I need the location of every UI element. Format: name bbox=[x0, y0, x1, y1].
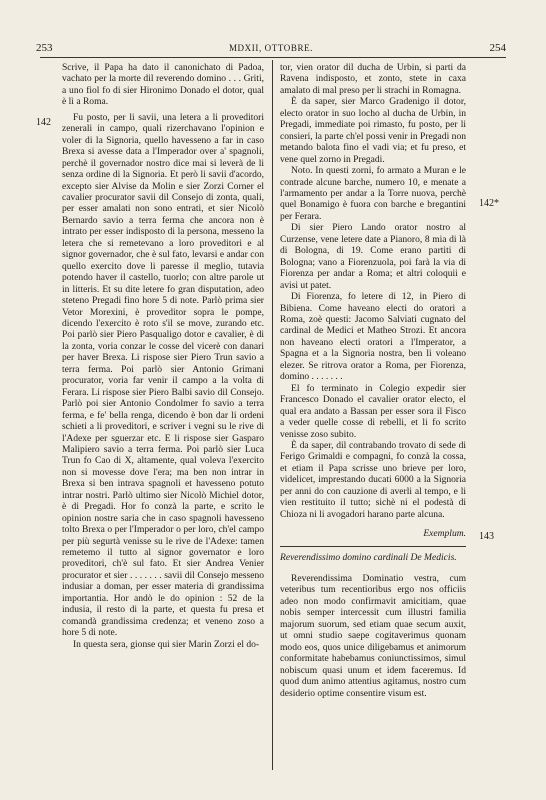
paragraph: El fo terminato in Colegio expedir sier Francesco Donado el cavalier orator electo, el qual era andato a Bassan per esser sora il Fisco a veder quelle cosse di rebelli, et li fo scrito venisse zoso subito. bbox=[280, 382, 466, 440]
paragraph: Fu posto, per li savii, una letera a li proveditori zenerali in campo, quali rizerchavano l'opinion e voler di la Signoria, quello havesseno a far in caso Brexa si avesse data a l'Imperador over a' spagnoli, perchè il governador nostro dice mai si leverà de li senza ordine di la Signoria. Et però li savii d'acordo, excepto sier Alvise da Molin e sier Zorzi Corner el cavalier procurator savii dil Consejo di zonta, quali, per esser amalati non sono entrati, et sier Nicolò Bernardo savio a terra ferma che ancora non è intrato per esser indisposto di la persona, messeno la letera che si remetevano a loro proveditori e al signor governador, che è sul fato, levarsi e andar con quello exercito dove li paresse il meglio, tutavia potendo haver il castello, tuorlo; con altre parole ut in litteris. Et su dite letere fo gran disputation, adeo steteno Pregadi fino hore 5 di note. Parlò prima sier Vetor Morexini, è proveditor sopra le pompe, dicendo l'exercito è roto s'il se move, zurando etc. Poi parlò sier Piero Pasqualigo dotor e cavalier, è di la zonta, voria conzar le cosse del vicerè con danari per haver Brexa. Li rispose sier Piero Trun savio a terra ferma. Poi parlò sier Antonio Grimani procurator, voria far venir il campo a la volta di Ferara. Li rispose sier Piero Balbi savio dil Consejo. Parlò poi sier Antonio Condolmer fo savio a terra ferma, e fe' bella renga, dicendo è bon dar li ordeni schieti a li proveditori, e scriver i vegni su le rive di l'Adexe per sguerzar etc. E li rispose sier Gasparo Malipiero savio a terra ferma. Poi parlò sier Luca Trun fo Cao di X, altamente, qual voleva l'exercito non si movesse dove l'era; ma ben non intrar in Brexa si ben intrava spagnoli et havesseno potuto intrar nostri. Parlò ultimo sier Nicolò Michiel dotor, è di Pregadi. Hor fo conzà la parte, e scrito le opinion nostre saria che in caso spagnoli havesseno tolto Brexa o per l'Imperador o per loro, ch'el campo per più segurtà venisse su le rive de l'Adexe: tamen remetemo il tutto al signor governator e loro proveditori, ch'è sul fato. Et sier Andrea Venier procurator et sier . . . . . . . savii dil Consejo messeno indusiar a doman, per esser materia di grandissima importantia. Hor andò le do opinion : 52 de la indusia, il resto di la parte, et questa fu presa et comandà grandissima credenza; et veneno zoso a hore 5 di note. bbox=[62, 111, 264, 639]
paragraph: È da saper, sier Marco Gradenigo il dotor, electo orator in suo locho al ducha de Urbin, in Pregadi, immediate poi rimasto, fu posto, per li consieri, la parte ch'el possi venir in Pregadi non metando balota fino el vadi via; et fu preso, et vene quel zorno in Pregadi. bbox=[280, 96, 466, 165]
right-column bbox=[280, 62, 466, 699]
paragraph: In questa sera, gionse qui sier Marin Zorzi el do- bbox=[73, 638, 260, 650]
letter-salutation: Reverendissimo domino cardinali De Medicis. bbox=[280, 546, 466, 563]
page-number-right: 254 bbox=[489, 42, 506, 54]
margin-number-right-2: 143 bbox=[479, 531, 494, 542]
paragraph: È da saper, dil contrabando trovato di sede di Ferigo Grimaldi e compagni, fo conzà la cossa, et etiam il Papa scrisse uno brieve per loro, videlicet, imprestando ducati 6000 a la Signoria per anni do con cauzione di averli al tempo, e li vien restituito il tutto; sichè ni el podestà di Chioza ni li avogadori harano parte alcuna. bbox=[280, 439, 466, 520]
margin-number-right: 142* bbox=[479, 198, 499, 209]
paragraph: Noto. In questi zorni, fo armato a Muran e le contrade alcune barche, numero 10, e menate a l'armamento per andar a la Torre nuova, perchè quel Bonamigo è fuora con barche e bregantini per Ferara. bbox=[280, 165, 466, 222]
latin-letter-text: Reverendissima Dominatio vestra, cum veteribus tum recentioribus ergo nos officiis adeo non modo confirmavit amicitiam, quae nobis semper intercessit cum illustri familia majorum suorum, sed etiam quae secum auxit, ut omni studio saepe cogitaverimus quonam modo eos, quos unice diligebamus et animorum conformitate habebamus coniunctissimos, simul nobiscum quasi unum et idem faceremus. Id quod dum animo attentius agitamus, nostro cum desiderio optime consentire visum est. bbox=[280, 573, 466, 699]
column-divider bbox=[272, 60, 273, 770]
paragraph: Scrive, il Papa ha dato il canonichato di Padoa, vachato per la morte dil reverendo domino . . . Griti, a uno fiol fo di sier Hironimo Donado el dotor, qual è lì a Roma. bbox=[62, 62, 264, 108]
paragraph: tor, vien orator dil ducha de Urbin, si parti da Ravena indisposto, et zonto, stete in caxa amalato di mal preso per li strachi in Romagna. bbox=[280, 62, 466, 96]
header-rule bbox=[40, 57, 506, 58]
running-header bbox=[36, 42, 506, 56]
paragraph: Di Fiorenza, fo letere di 12, in Piero di Bibiena. Come haveano electi do oratori a Roma, zoè questi: Jacomo Salviati cugnato del cardinal de Medici et Matheo Strozi. Et ancora non haveano electi oratori a l'Imperator, a Spagna et a la Signoria nostra, ben li voleano elezer. Se ritrova orator a Roma, per Fiorenza, domino . . . . . . . bbox=[280, 291, 466, 383]
left-column bbox=[62, 62, 264, 650]
margin-number-left: 142 bbox=[36, 117, 51, 128]
running-title: MDXII, OTTOBRE. bbox=[228, 43, 314, 53]
section-heading: Exemplum. bbox=[423, 528, 466, 540]
page-number-left: 253 bbox=[36, 42, 53, 54]
paragraph: Di sier Piero Lando orator nostro al Curzense, vene letere date a Pianoro, 8 mia di là di Bologna, di 19. Come erano partiti di Bologna; vano a Fiorenzuola, poi farà la via di Fiorenza per andar a Roma; et altri coloquii e avisi ut patet. bbox=[280, 222, 466, 291]
